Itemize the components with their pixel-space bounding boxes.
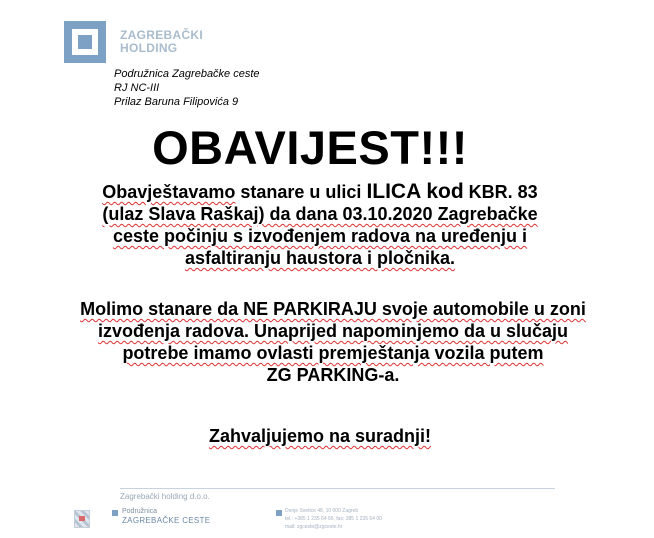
address-line-3: Prilaz Baruna Filipovića 9: [114, 96, 239, 108]
footer-contact-line-2: tel.: +385 1 235 64 66, fax: 385 1 235 64 00: [285, 516, 382, 522]
p1-line-4: asfaltiranju haustora i pločnika.: [184, 248, 456, 268]
notice-paragraph-1: [14, 181, 626, 269]
logo-line-2: HOLDING: [120, 41, 178, 55]
address-line-2: RJ NC-III: [114, 82, 160, 94]
footer-branch: [122, 507, 210, 525]
p1-word-1: Obavještavamo: [102, 182, 236, 202]
p1-line-1: [14, 181, 626, 203]
footer-contact: [285, 507, 382, 531]
footer-bullet-icon: [112, 510, 118, 516]
thanks-line: Zahvaljujemo na suradnji!: [208, 426, 432, 446]
footer-contact-line-3: mail: zgceste@zgceste.hr: [285, 524, 343, 530]
footer-contact-bullet-icon: [276, 510, 282, 516]
footer-branch-title: ZAGREBAČKE CESTE: [122, 516, 211, 525]
footer-divider: [120, 488, 555, 489]
sender-address: [114, 67, 260, 109]
footer-company: Zagrebački holding d.o.o.: [120, 492, 210, 501]
address-line-1: Podružnica Zagrebačke ceste: [114, 68, 260, 80]
notice-title: OBAVIJEST!!!: [152, 121, 468, 174]
logo-line-1: ZAGREBAČKI: [120, 28, 203, 42]
p2-line-1: Molimo stanare da NE PARKIRAJU svoje automobile u zoni: [80, 299, 586, 319]
p1-street: ILICA kod: [366, 180, 464, 203]
footer-contact-line-1: Donje Svetice 48, 10 000 Zagreb: [285, 508, 359, 514]
notice-paragraph-2: [18, 298, 648, 386]
p2-line-2: izvođenja radova. Unaprijed napominjemo da u slučaju: [97, 321, 569, 341]
holding-logo-icon: [64, 21, 106, 63]
p1-line-3: ceste počinju s izvođenjem radova na uređenju i: [112, 226, 528, 246]
p1-line-2: (ulaz Slava Raškaj) da dana 03.10.2020 Zagrebačke: [102, 204, 538, 224]
p2-line-4: ZG PARKING-a.: [266, 365, 400, 385]
city-crest-icon: [74, 510, 90, 528]
p1-house-number: KBR. 83: [468, 182, 538, 202]
p2-line-3: potrebe imamo ovlasti premještanja vozila putem: [122, 343, 544, 363]
p1-word-2: stanare u ulici: [240, 182, 362, 202]
logo-wordmark: [120, 29, 203, 55]
footer-branch-label: Podružnica: [122, 508, 158, 515]
